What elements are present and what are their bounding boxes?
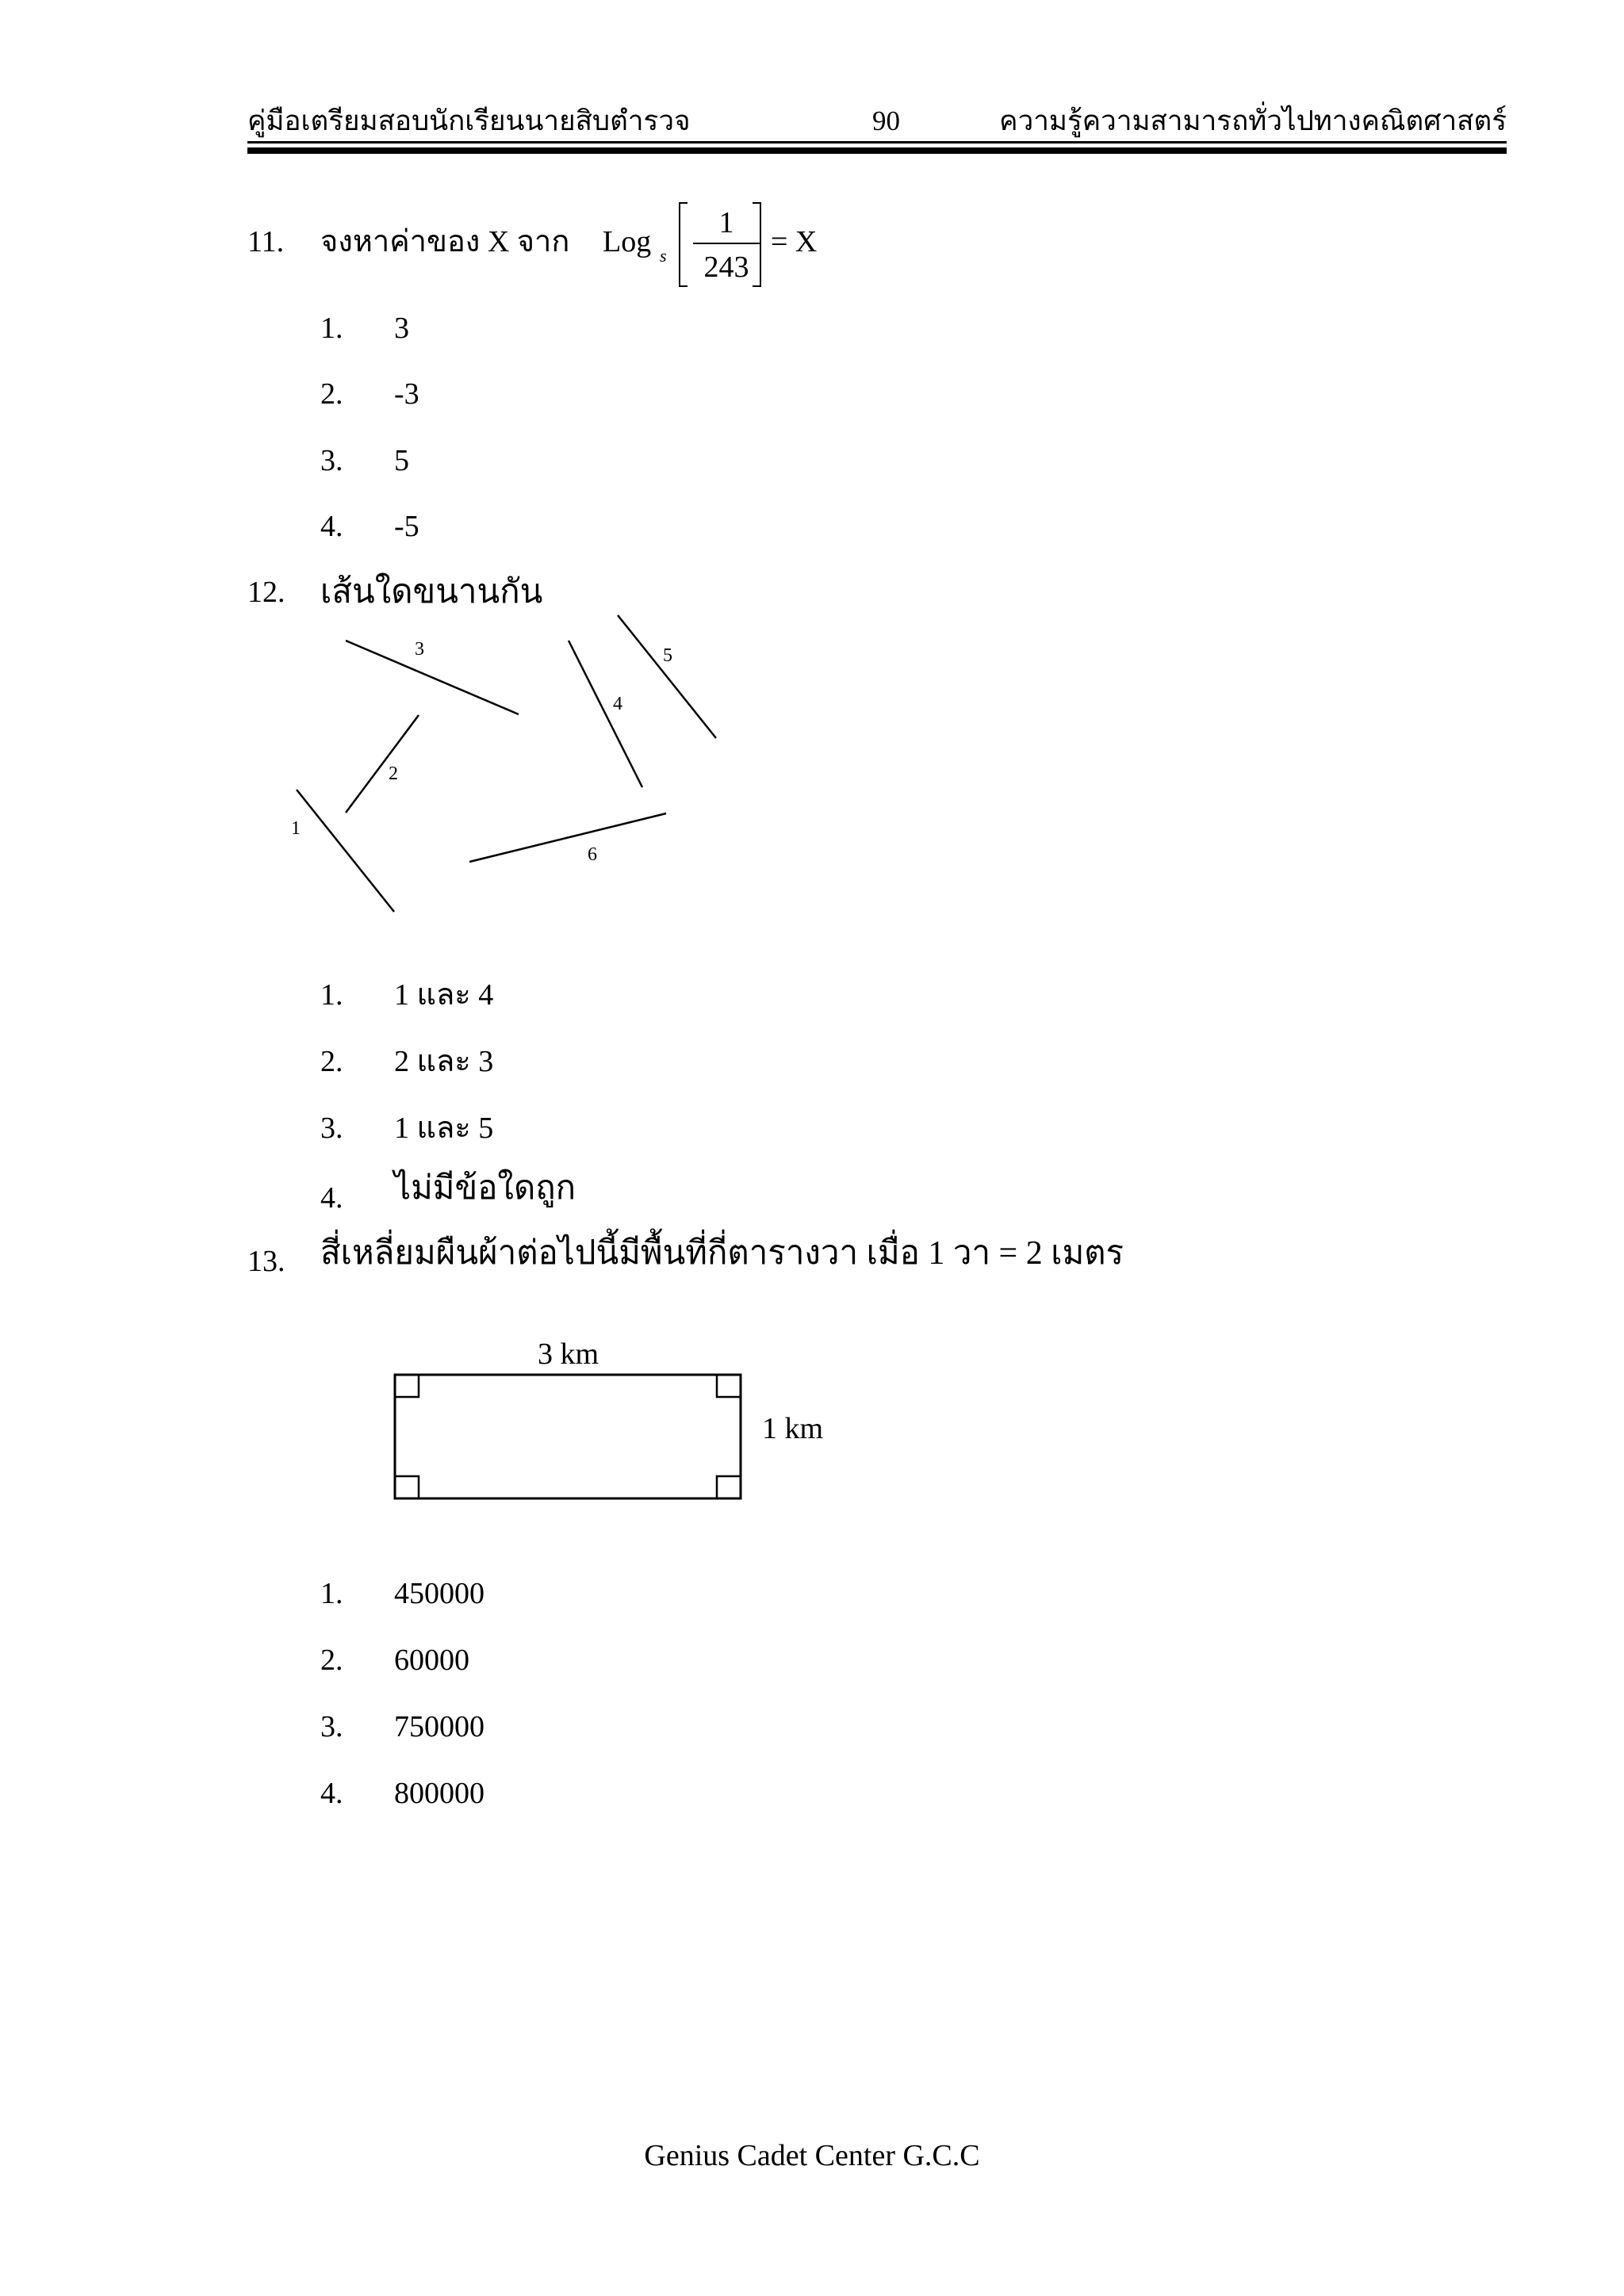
q11-equals: = X <box>771 225 818 258</box>
line-5-label: 5 <box>663 645 672 666</box>
q12-prompt: เส้นใดขนานกัน <box>320 574 543 610</box>
right-angle-bottom-right <box>717 1476 741 1498</box>
q11-option-3-number: 3. <box>320 444 343 477</box>
q11-option-1-number: 1. <box>320 312 343 345</box>
q11-log: Log <box>603 225 652 258</box>
line-6-label: 6 <box>588 844 597 865</box>
q12-number: 12. <box>247 576 285 609</box>
q11-option-1-text: 3 <box>394 312 409 345</box>
q13-option-3-number: 3. <box>320 1710 343 1743</box>
q13-option-4-text: 800000 <box>394 1777 485 1810</box>
q13-option-2-number: 2. <box>320 1644 343 1677</box>
q13-option-3-text: 750000 <box>394 1710 485 1743</box>
q11-option-2-number: 2. <box>320 377 343 411</box>
q13-prompt: สี่เหลี่ยมผืนผ้าต่อไปนี้มีพื้นที่กี่ตารางวา เมื่อ 1 วา = 2 เมตร <box>320 1235 1124 1272</box>
q11-option-4-text: -5 <box>394 510 419 543</box>
q13-number: 13. <box>247 1245 285 1278</box>
q12-option-2-number: 2. <box>320 1045 343 1078</box>
header-right: ความรู้ความสามารถทั่วไปทางคณิตศาสตร์ <box>999 105 1507 136</box>
q13-option-4-number: 4. <box>320 1777 343 1810</box>
q13-option-1-number: 1. <box>320 1577 343 1610</box>
q11-numerator: 1 <box>718 206 734 239</box>
rectangle-width-label: 3 km <box>538 1337 599 1371</box>
line-1-label: 1 <box>291 818 301 839</box>
q11-option-4-number: 4. <box>320 510 343 543</box>
q12-option-3-number: 3. <box>320 1112 343 1145</box>
line-2-label: 2 <box>389 763 398 784</box>
q12-option-2-text: 2 และ 3 <box>394 1045 494 1078</box>
q11-prompt: จงหาค่าของ X จาก <box>320 225 570 258</box>
q13-option-2-text: 60000 <box>394 1644 469 1677</box>
header-left: คู่มือเตรียมสอบนักเรียนนายสิบตำรวจ <box>247 105 691 136</box>
q12-option-1-text: 1 และ 4 <box>394 978 494 1012</box>
q11-denominator: 243 <box>703 251 749 284</box>
q12-option-4-text: ไม่มีข้อใดถูก <box>394 1170 576 1207</box>
rectangle-height-label: 1 km <box>762 1412 824 1445</box>
footer: Genius Cadet Center G.C.C <box>644 2139 980 2172</box>
page-number: 90 <box>872 105 900 136</box>
right-angle-top-right <box>717 1375 741 1397</box>
q12-option-1-number: 1. <box>320 978 343 1012</box>
q12-option-3-text: 1 และ 5 <box>394 1112 494 1145</box>
q11-option-2-text: -3 <box>394 377 419 411</box>
q11-log-base: s <box>660 246 667 266</box>
line-4-label: 4 <box>613 694 622 714</box>
right-angle-bottom-left <box>395 1476 419 1498</box>
q11-number: 11. <box>247 225 285 258</box>
q13-option-1-text: 450000 <box>394 1577 485 1610</box>
q11-option-3-text: 5 <box>394 444 409 477</box>
q12-option-4-number: 4. <box>320 1181 343 1215</box>
line-3-label: 3 <box>415 639 424 660</box>
rectangle <box>395 1375 741 1498</box>
right-angle-top-left <box>395 1375 419 1397</box>
